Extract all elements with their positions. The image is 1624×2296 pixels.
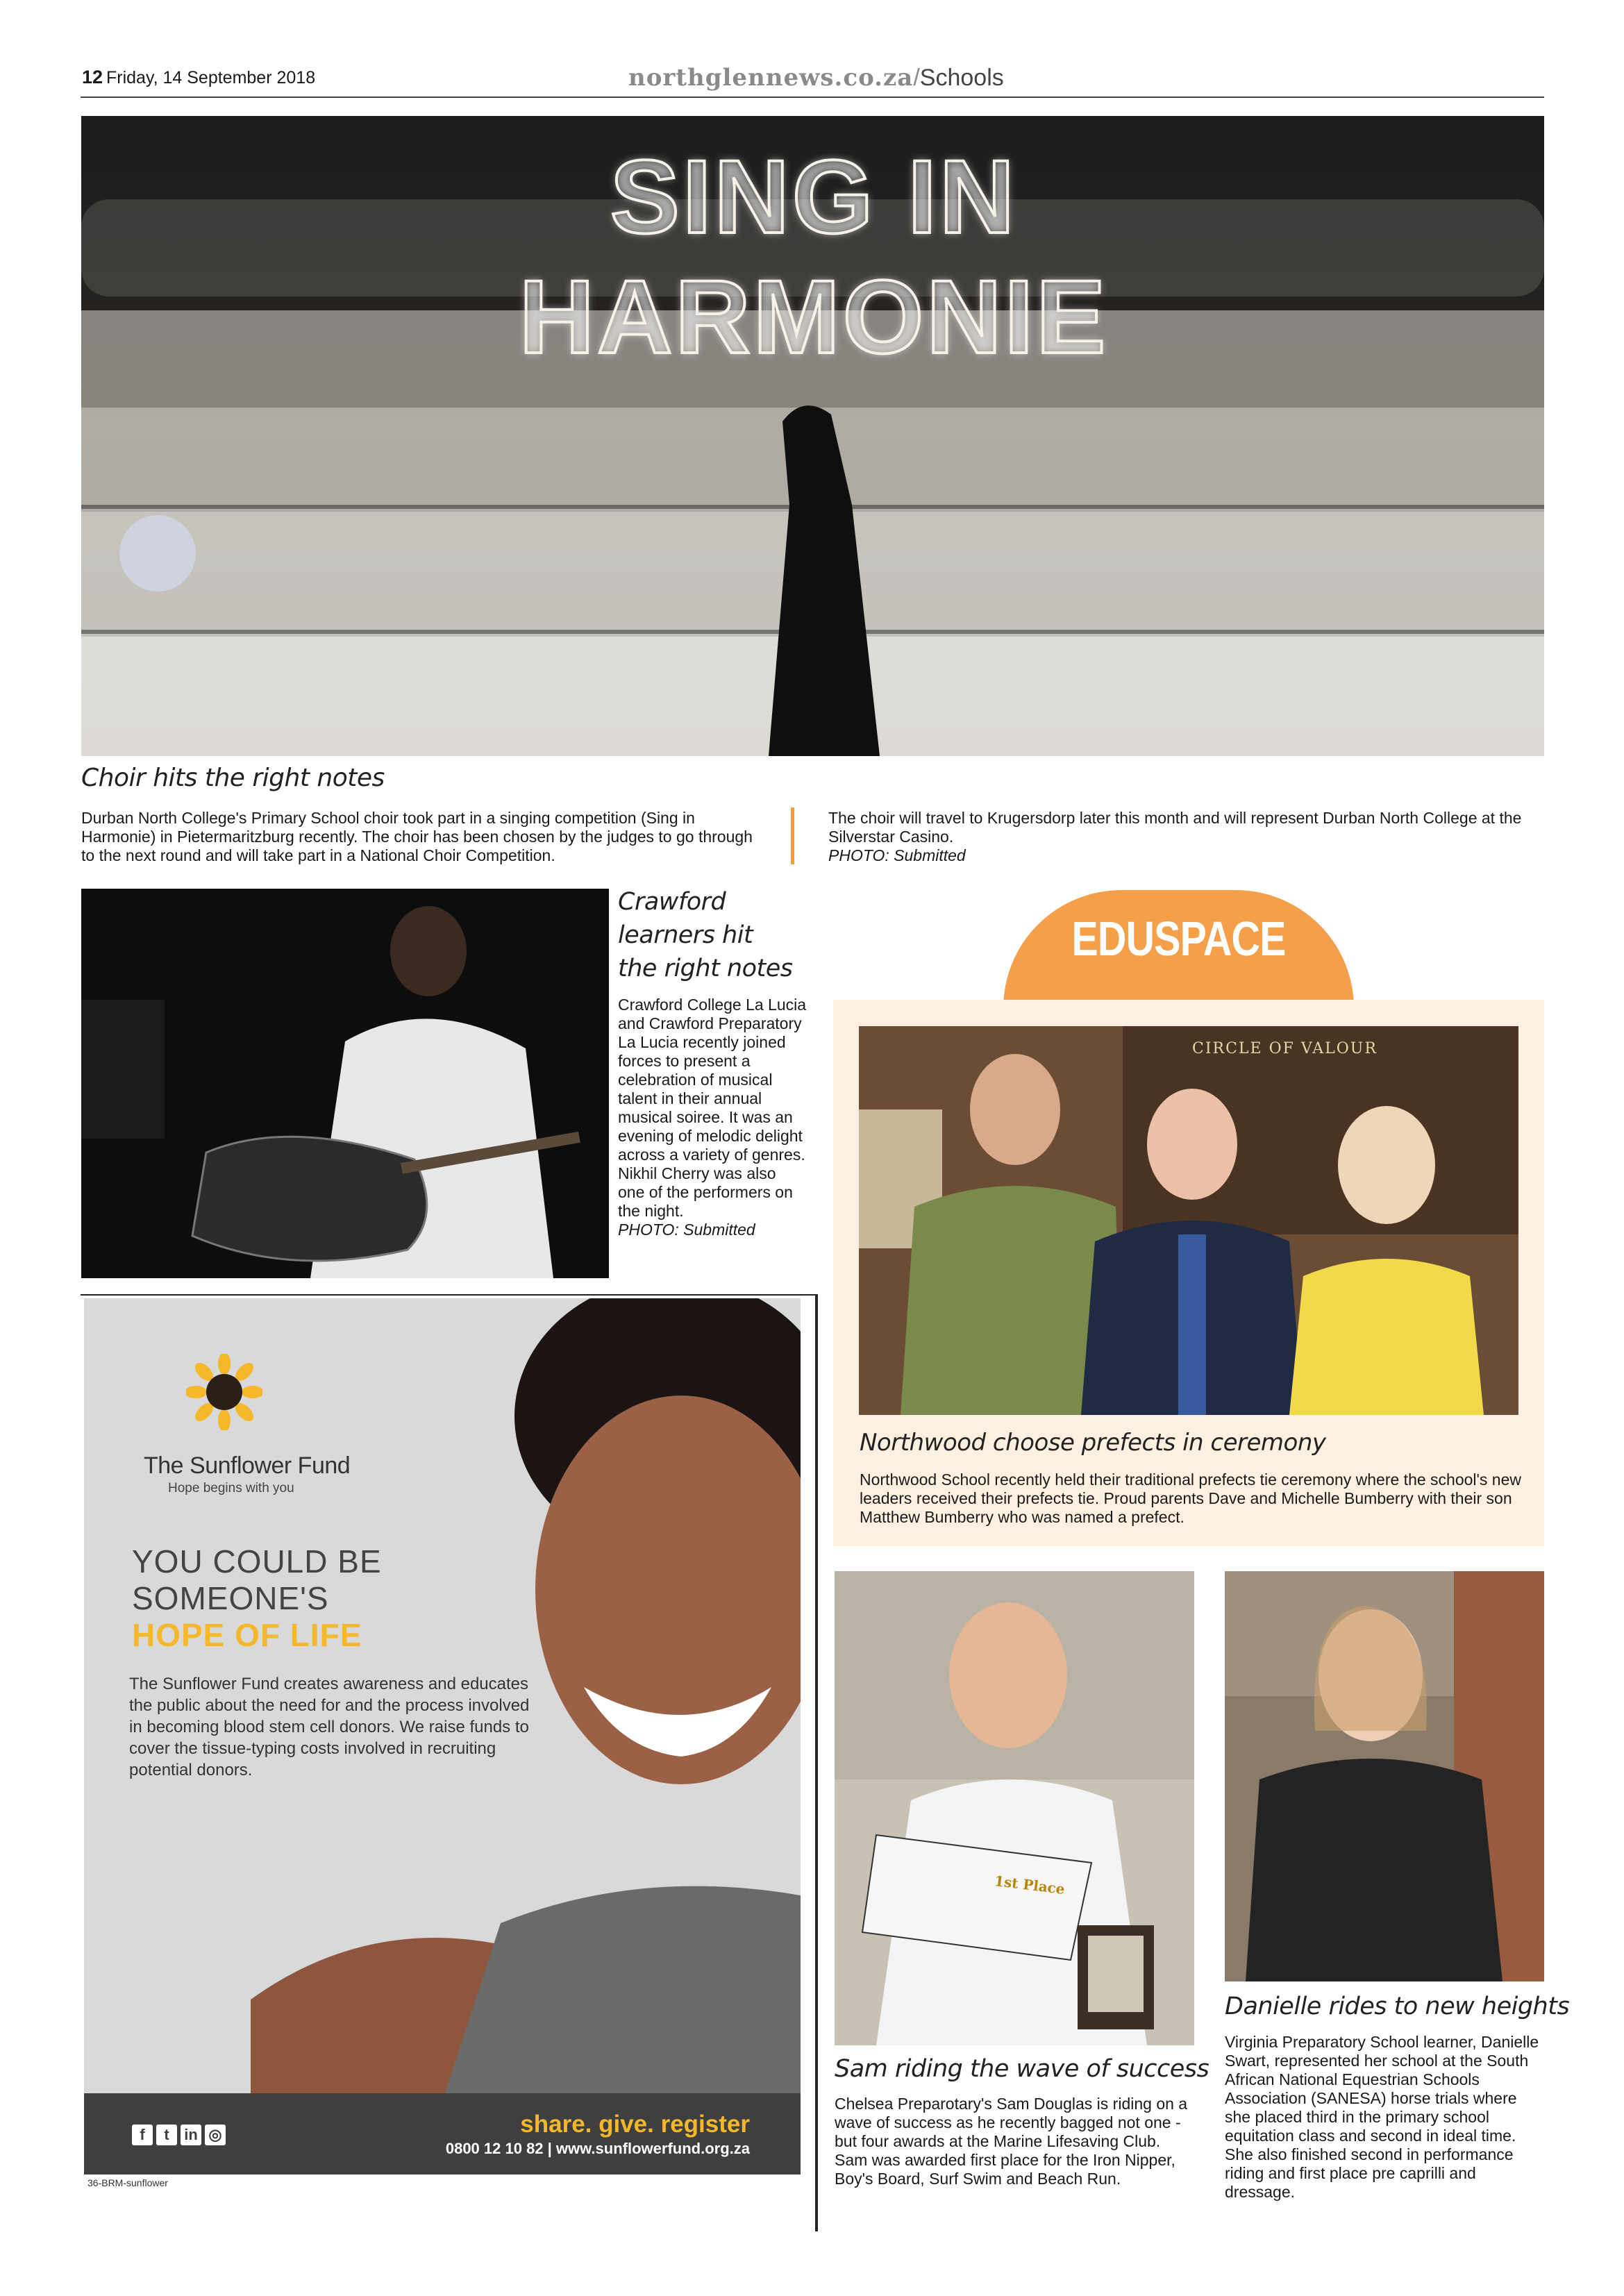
column-divider [791,807,794,864]
masthead-separator: / [913,65,920,91]
danielle-headline: Danielle rides to new heights [1225,1993,1570,2020]
danielle-body: Virginia Preparatory School learner, Danielle Swart, represented her school at the South African National Equestrian Schools Association (SANESA) horse trials where she placed third in the primary school equitation class and second in ideal time. She also finished second in performance riding and first place pre caprilli and dressage. [1225,2033,1539,2201]
advert-column-rule [817,1294,818,2231]
crawford-body: Crawford College La Lucia and Crawford Preparatory La Lucia recently joined forces to present a celebration of musical talent in their annual musical soiree. It was an evening of melodic delight across a variety of genres. Nikhil Cherry was also one of the performers on the night. [618,996,807,1220]
advert-headline-line1: YOU COULD BE [132,1543,382,1579]
instagram-icon[interactable]: ◎ [205,2125,226,2145]
advert-headline-line3: HOPE OF LIFE [132,1617,362,1653]
choir-body-right: The choir will travel to Krugersdorp later this month and will represent Durban North College at the Silverstar Casino. [828,809,1522,846]
sam-headline: Sam riding the wave of success [835,2055,1209,2083]
sam-body: Chelsea Preparotary's Sam Douglas is riding on a wave of success as he recently bagged not one - but four awards at the Marine Lifesaving Club. Sam was awarded first place for the Iron Nipper, Boy's Board, Surf Swim and Beach Run. [835,2095,1188,2188]
advert-headline-line2: SOMEONE'S [132,1580,329,1616]
sunflower-tagline: Hope begins with you [168,1481,294,1495]
facebook-icon[interactable]: f [132,2125,153,2145]
northwood-photo-sign: CIRCLE OF VALOUR [1192,1040,1378,1057]
social-icons [132,2125,229,2145]
crawford-body-block [618,996,807,1239]
sunflower-logo-name: The Sunflower Fund [144,1452,351,1479]
crawford-photo [81,889,609,1278]
crawford-headline: Crawford learners hit the right notes [618,888,793,982]
sam-certificate-text: 1st Place [993,1872,1066,1898]
northwood-body: Northwood School recently held their traditional prefects tie ceremony where the school's new leaders received their prefects tie. Proud parents Dave and Michelle Bumberry with their son Matthew Bumberry who was named a prefect. [860,1470,1521,1526]
advert-reference: 36-BRM-sunflower [87,2177,168,2188]
choir-photo [81,116,1544,756]
northwood-headline: Northwood choose prefects in ceremony [860,1429,1326,1457]
masthead-section: Schools [919,65,1004,91]
northwood-photo [859,1026,1518,1415]
advert-cta: share. give. register [520,2111,750,2138]
crawford-credit: PHOTO: Submitted [618,1221,755,1239]
header-rule [81,97,1544,98]
choir-credit: PHOTO: Submitted [828,846,966,864]
twitter-icon[interactable]: t [156,2125,177,2145]
issue-date: Friday, 14 September 2018 [106,68,316,87]
masthead [628,64,1004,92]
sam-photo [835,1571,1194,2045]
choir-headline: Choir hits the right notes [81,764,385,792]
choir-body-right-block [828,809,1543,865]
page-number: 12 [82,67,103,87]
advert-contact[interactable]: 0800 12 10 82 | www.sunflowerfund.org.za [445,2140,750,2157]
advert-body: The Sunflower Fund creates awareness and educates the public about the need for and the process involved in becoming blood stem cell donors. We raise funds to cover the tissue-typing costs involved in recruiting potential donors. [129,1675,530,1779]
choir-banner: SING IN HARMONIE [519,138,1109,375]
sunflower-icon [186,1354,262,1430]
choir-body-left: Durban North College's Primary School choir took part in a singing competition (Sing in Harmonie) in Pietermaritzburg recently. The choir has been chosen by the judges to go through to the next round and will take part in a National Choir Competition. [81,809,753,864]
danielle-photo [1225,1571,1544,1981]
linkedin-icon[interactable]: in [181,2125,201,2145]
eduspace-title: EDUSPACE [1071,912,1286,966]
masthead-site[interactable]: northglennews.co.za [628,64,914,92]
